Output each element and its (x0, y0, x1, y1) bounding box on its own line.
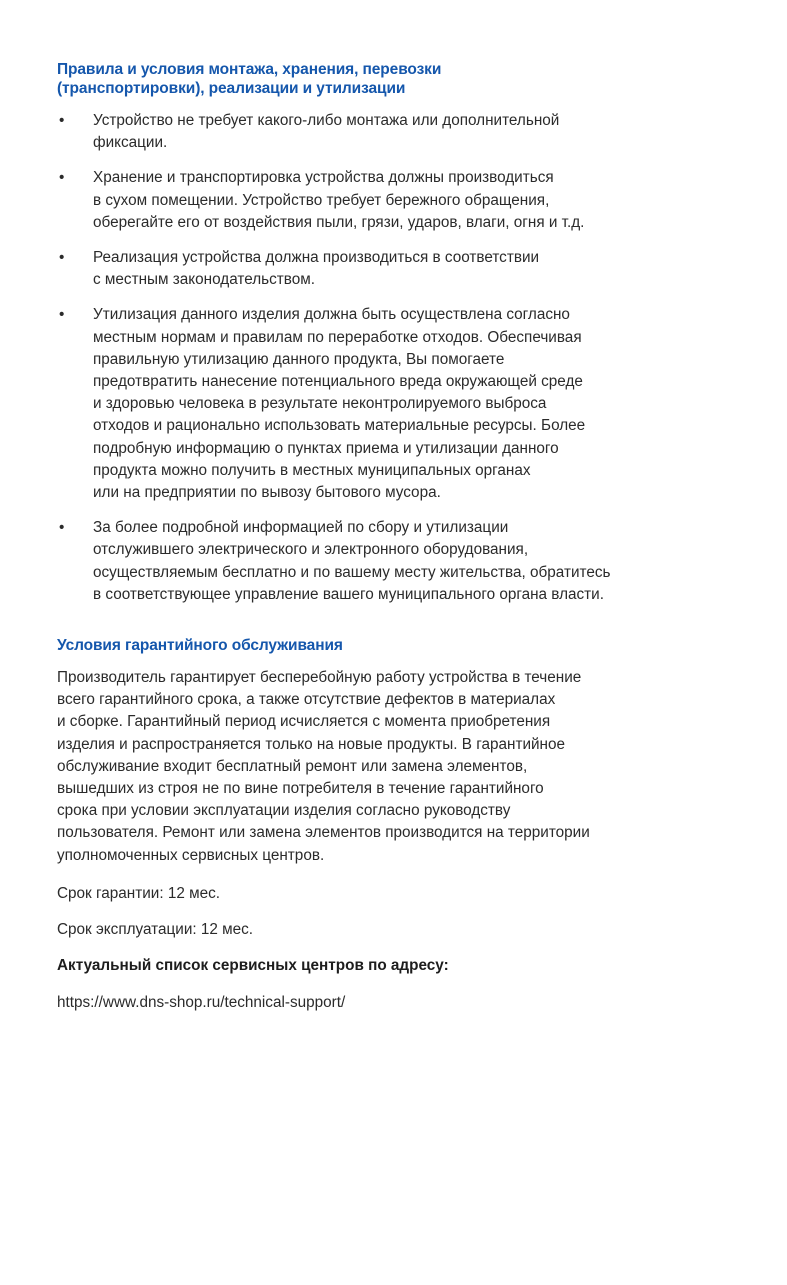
disposal-heading-line-1: Правила и условия монтажа, хранения, перевозки (57, 61, 442, 78)
list-item (57, 517, 737, 606)
text-line: предотвратить нанесение потенциального вреда окружающей среде (93, 373, 583, 391)
bullet-dot-icon: • (59, 519, 65, 537)
warranty-section-heading (57, 636, 737, 655)
text-line: фиксации. (93, 134, 168, 152)
bullet-dot-icon: • (59, 169, 65, 187)
list-item-text (93, 517, 737, 606)
text-line: оберегайте его от воздействия пыли, грязи, ударов, влаги, огня и т.д. (93, 213, 585, 231)
text-line: правильную утилизацию данного продукта, Вы помогаете (93, 350, 505, 368)
text-line: отслужившего электрического и электронного оборудования, (93, 541, 529, 559)
document-content (57, 60, 737, 1014)
paragraph-spacer (57, 867, 737, 883)
bullet-dot-icon: • (59, 306, 65, 324)
text-line: всего гарантийного срока, а также отсутствие дефектов в материалах (57, 691, 556, 709)
text-line: Реализация устройства должна производиться в соответствии (93, 249, 540, 267)
text-line: Утилизация данного изделия должна быть осуществлена согласно (93, 306, 570, 324)
list-item-text (93, 110, 737, 154)
text-line: осуществляемым бесплатно и по вашему месту жительства, обратитесь (93, 563, 611, 581)
warranty-heading-line: Условия гарантийного обслуживания (57, 637, 343, 655)
text-line: с местным законодательством. (93, 271, 316, 289)
list-item-text (93, 247, 737, 291)
disposal-section-heading (57, 60, 737, 98)
text-line: пользователя. Ремонт или замена элементов производится на территории (57, 824, 590, 842)
text-line: обслуживание входит бесплатный ремонт или замена элементов, (57, 757, 528, 775)
text-line: Хранение и транспортировка устройства должны производиться (93, 169, 554, 187)
text-line: изделия и распространяется только на новые продукты. В гарантийное (57, 735, 566, 753)
text-line: в соответствующее управление вашего муниципального органа власти. (93, 585, 604, 603)
service-life-line: Срок эксплуатации: 12 мес. (57, 921, 254, 939)
text-line: отходов и рационально использовать материальные ресурсы. Более (93, 417, 586, 435)
text-line: Устройство не требует какого-либо монтажа или дополнительной (93, 112, 560, 129)
service-centers-url[interactable]: https://www.dns-shop.ru/technical-support/ (57, 993, 346, 1011)
list-item (57, 247, 737, 291)
list-item (57, 110, 737, 154)
text-line: или на предприятии по вывозу бытового мусора. (93, 484, 441, 502)
list-item (57, 304, 737, 504)
list-item-text (93, 167, 737, 234)
text-line: в сухом помещении. Устройство требует бережного обращения, (93, 191, 550, 209)
text-line: подробную информацию о пунктах приема и утилизации данного (93, 439, 559, 457)
disposal-heading-line-2: (транспортировки), реализации и утилизации (57, 80, 406, 97)
list-item (57, 167, 737, 234)
service-centers-label: Актуальный список сервисных центров по адресу: (57, 957, 449, 975)
text-line: срока при условии эксплуатации изделия согласно руководству (57, 802, 511, 820)
text-line: За более подробной информацией по сбору и утилизации (93, 519, 509, 537)
text-line: уполномоченных сервисных центров. (57, 846, 325, 864)
section-spacer (57, 606, 737, 636)
text-line: и здоровью человека в результате неконтролируемого выброса (93, 395, 547, 413)
warranty-period-line: Срок гарантии: 12 мес. (57, 884, 220, 902)
text-line: Производитель гарантирует бесперебойную работу устройства в течение (57, 669, 582, 687)
text-line: и сборке. Гарантийный период исчисляется с момента приобретения (57, 713, 551, 731)
list-item-text (93, 304, 737, 504)
bullet-dot-icon: • (59, 112, 65, 129)
bullet-dot-icon: • (59, 249, 65, 267)
text-line: местным нормам и правилам по переработке отходов. Обеспечивая (93, 328, 582, 346)
text-line: вышедших из строя не по вине потребителя в течение гарантийного (57, 780, 544, 798)
text-line: продукта можно получить в местных муниципальных органах (93, 461, 531, 479)
warranty-paragraph (57, 667, 737, 867)
disposal-bullet-list (57, 110, 737, 606)
